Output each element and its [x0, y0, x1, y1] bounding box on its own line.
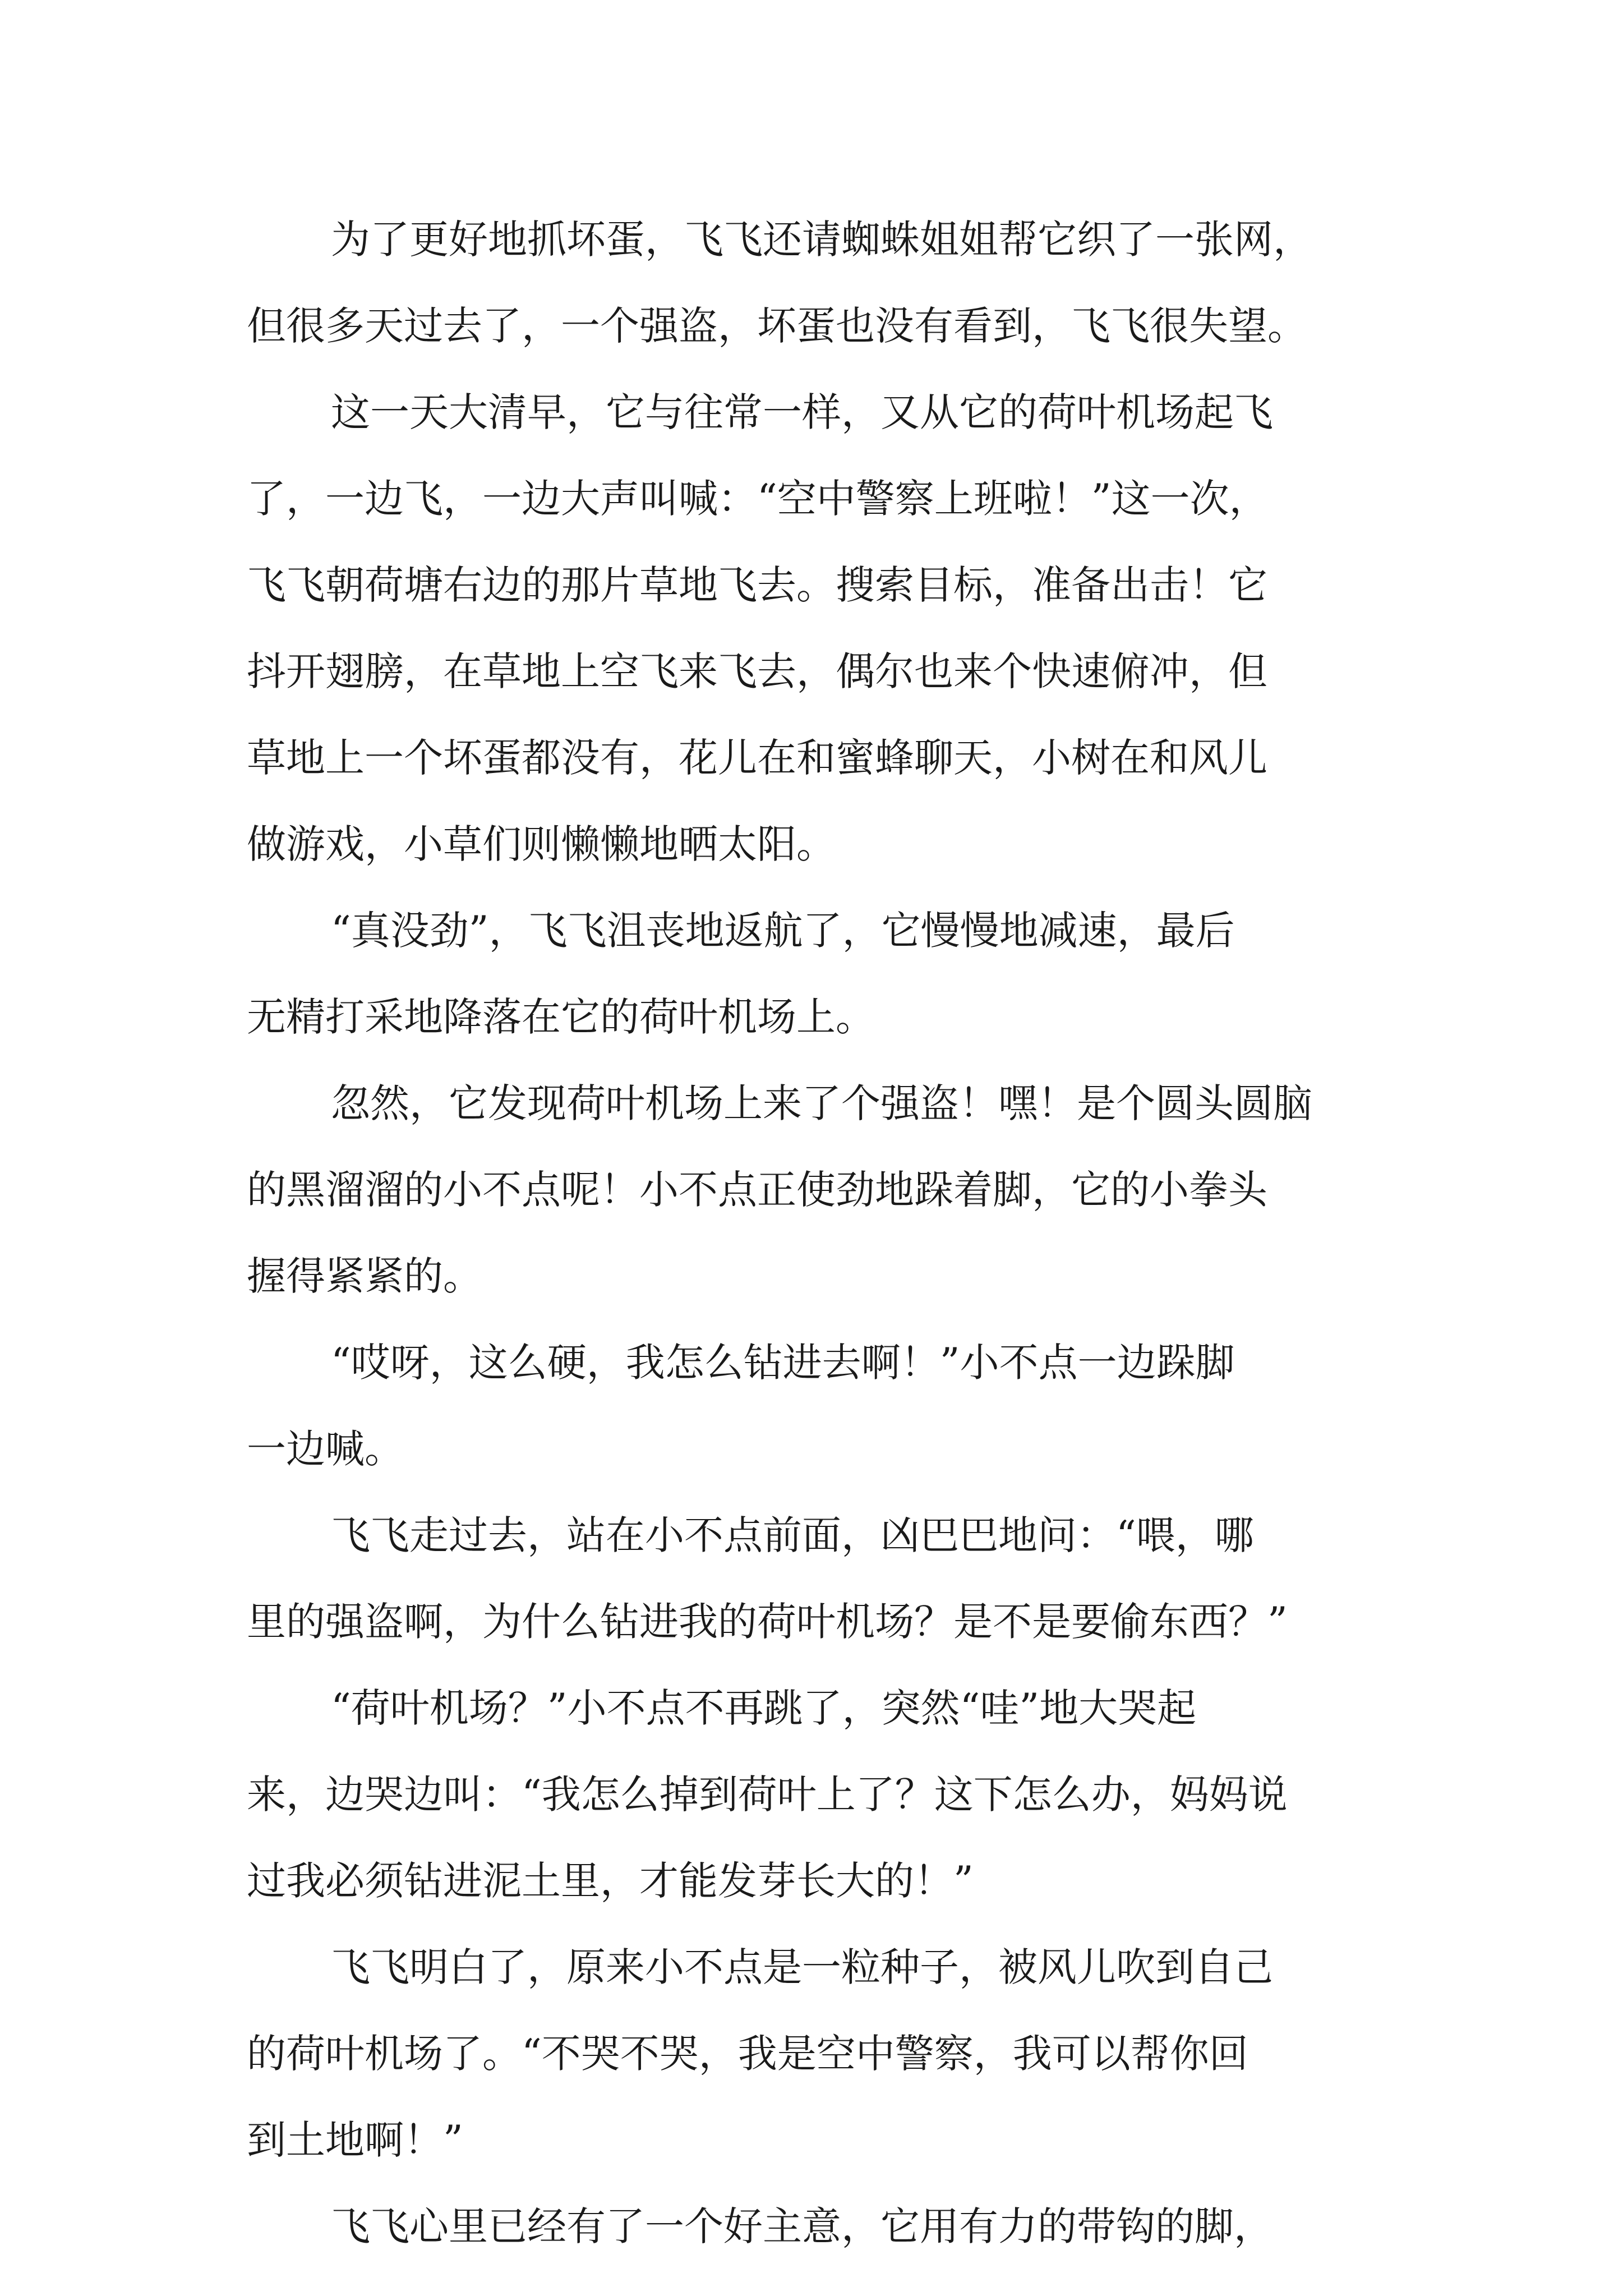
text-line: 飞飞朝荷塘右边的那片草地飞去。搜索目标，准备出击！它: [247, 562, 1267, 608]
text-line: 了，一边飞，一边大声叫喊：“空中警察上班啦！”这一次，: [247, 476, 1269, 522]
text-line: 但很多天过去了，一个强盗，坏蛋也没有看到，飞飞很失望。: [247, 303, 1307, 349]
text-line: “荷叶机场？”小不点不再跳了，突然“哇”地大哭起: [331, 1685, 1197, 1731]
text-line: 忽然，它发现荷叶机场上来了个强盗！嘿！是个圆头圆脑: [331, 1080, 1312, 1126]
text-line: 这一天大清早，它与往常一样，又从它的荷叶机场起飞: [331, 389, 1273, 435]
text-line: 无精打采地降落在它的荷叶机场上。: [247, 994, 875, 1040]
text-line: 为了更好地抓坏蛋，飞飞还请蜘蛛姐姐帮它织了一张网，: [331, 217, 1312, 263]
text-line: 一边喊。: [247, 1426, 404, 1472]
text-line: 握得紧紧的。: [247, 1253, 482, 1299]
text-line: 的黑溜溜的小不点呢！小不点正使劲地跺着脚，它的小拳头: [247, 1167, 1267, 1213]
story-text: [247, 196, 1385, 2270]
text-line: 飞飞明白了，原来小不点是一粒种子，被风儿吹到自己: [331, 1944, 1273, 1990]
text-line: 做游戏，小草们则懒懒地晒太阳。: [247, 821, 836, 867]
text-line: “哎呀，这么硬，我怎么钻进去啊！”小不点一边跺脚: [331, 1340, 1235, 1386]
text-line: 草地上一个坏蛋都没有，花儿在和蜜蜂聊天，小树在和风儿: [247, 735, 1267, 781]
text-line: 来，边哭边叫：“我怎么掉到荷叶上了？这下怎么办，妈妈说: [247, 1772, 1288, 1818]
text-line: 飞飞心里已经有了一个好主意，它用有力的带钩的脚，: [331, 2203, 1273, 2249]
text-line: 的荷叶机场了。“不哭不哭，我是空中警察，我可以帮你回: [247, 2031, 1248, 2077]
text-line: 到土地啊！”: [247, 2117, 463, 2163]
text-line: 抖开翅膀，在草地上空飞来飞去，偶尔也来个快速俯冲，但: [247, 648, 1267, 694]
text-line: 飞飞走过去，站在小不点前面，凶巴巴地问：“喂，哪: [331, 1512, 1254, 1558]
text-line: 里的强盗啊，为什么钻进我的荷叶机场？是不是要偷东西？”: [247, 1599, 1288, 1645]
text-line: 过我必须钻进泥土里，才能发芽长大的！”: [247, 1858, 974, 1904]
text-line: “真没劲”，飞飞沮丧地返航了，它慢慢地减速，最后: [331, 908, 1235, 954]
